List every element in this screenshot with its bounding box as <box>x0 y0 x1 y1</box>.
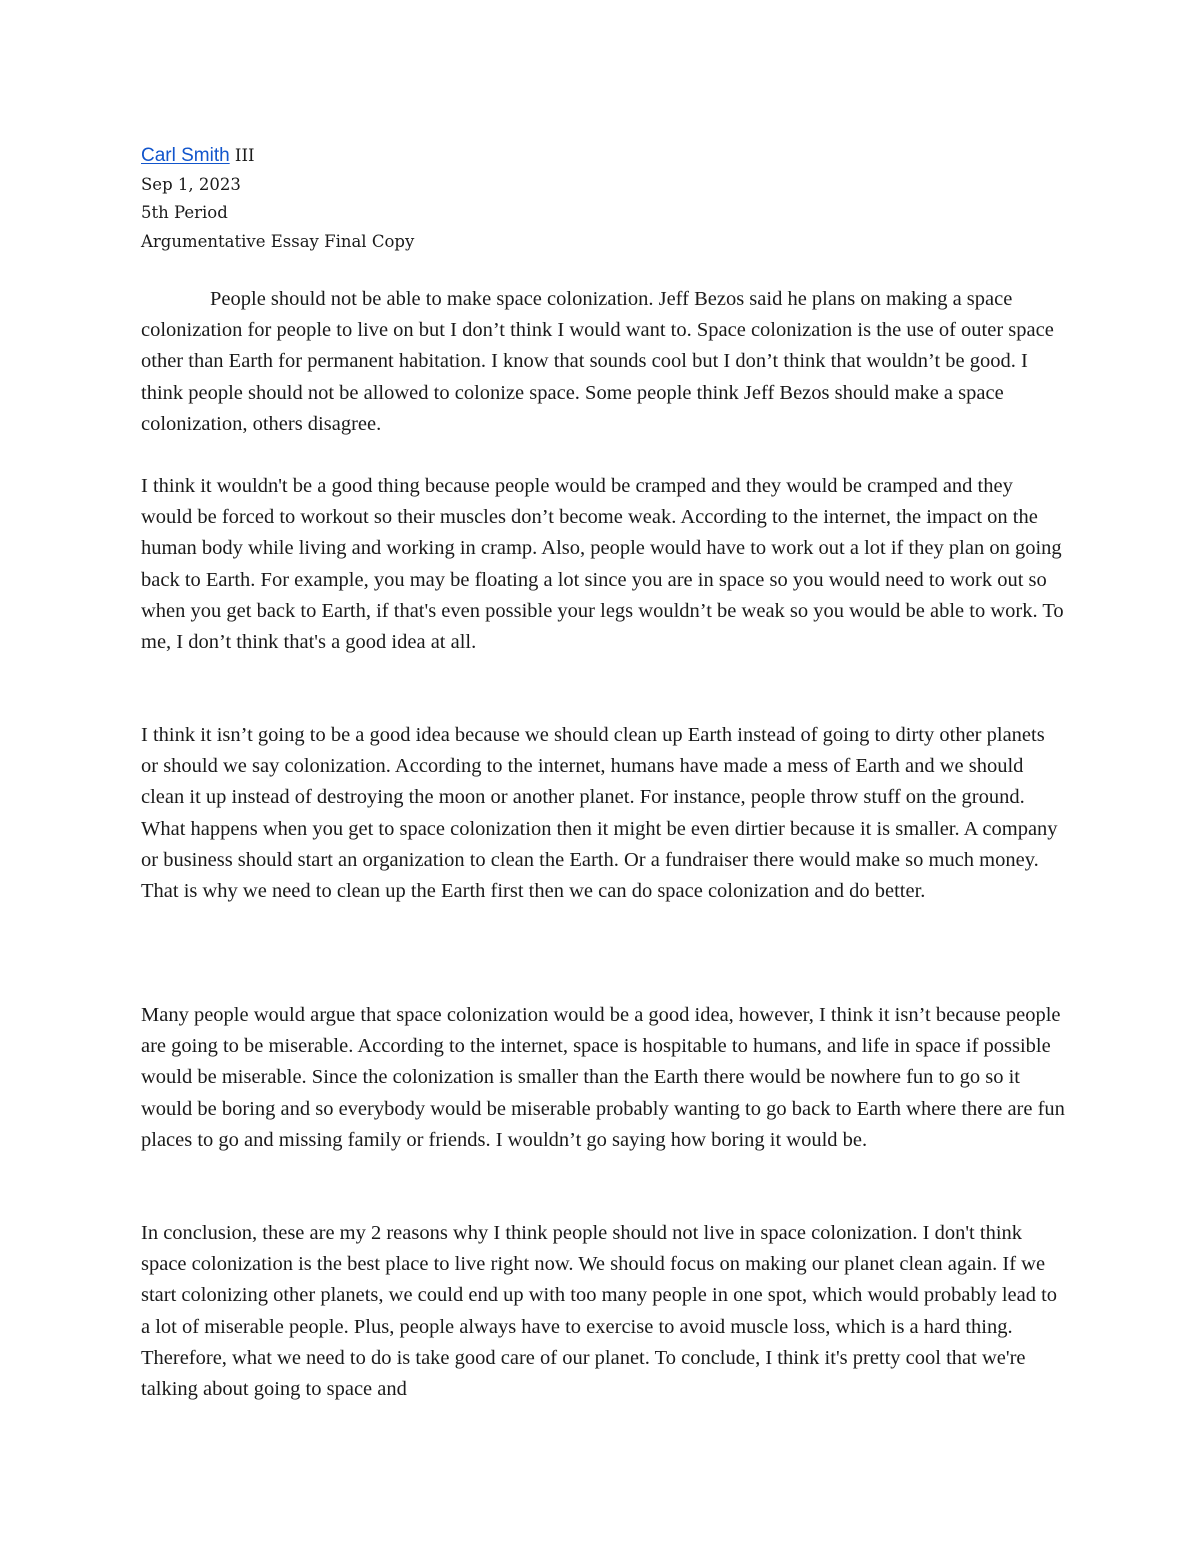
author-link[interactable]: Carl Smith <box>141 145 230 166</box>
paragraph-text: In conclusion, these are my 2 reasons why I think people should not live in space colonization. I don't think space colonization is the best place to live right now. We should focus on making our planet clean again. If we start colonizing other planets, we could end up with too many people in one spot, which would probably lead to a lot of miserable people. Plus, people always have to exercise to avoid muscle loss, which is a hard thing. Therefore, what we need to do is take good care of our planet. To conclude, I think it's pretty cool that we're talking about going to space and <box>141 1222 1058 1401</box>
essay-paragraph-body-1 <box>141 471 1066 658</box>
author-suffix: III <box>229 146 255 165</box>
essay-paragraph-counterargument <box>141 1000 1066 1156</box>
essay-paragraph-body-2 <box>141 720 1066 907</box>
essay-paragraph-conclusion <box>141 1218 1066 1405</box>
document-header <box>141 142 414 256</box>
period-line: 5th Period <box>141 203 228 222</box>
paragraph-text: I think it isn’t going to be a good idea because we should clean up Earth instead of going to dirty other planets or should we say colonization. According to the internet, humans have made a mess of Earth and we should clean it up instead of destroying the moon or another planet. For instance, people throw stuff on the ground. What happens when you get to space colonization then it might be even dirtier because it is smaller. A company or business should start an organization to clean the Earth. Or a fundraiser there would make so much money. That is why we need to clean up the Earth first then we can do space colonization and do better. <box>141 724 1058 903</box>
paragraph-text: Many people would argue that space colonization would be a good idea, however, I think it isn’t because people are going to be miserable. According to the internet, space is hospitable to humans, and life in space if possible would be miserable. Since the colonization is smaller than the Earth there would be nowhere fun to go so it would be boring and so everybody would be miserable probably wanting to go back to Earth where there are fun places to go and missing family or friends. I wouldn’t go saying how boring it would be. <box>141 1004 1065 1151</box>
paragraph-text: People should not be able to make space colonization. Jeff Bezos said he plans on making a space colonization for people to live on but I don’t think I would want to. Space colonization is the use of outer space other than Earth for permanent habitation. I know that sounds cool but I don’t think that wouldn’t be good. I think people should not be allowed to colonize space. Some people think Jeff Bezos should make a space colonization, others disagree. <box>141 288 1054 435</box>
date-line: Sep 1, 2023 <box>141 174 241 194</box>
assignment-title: Argumentative Essay Final Copy <box>141 231 415 251</box>
paragraph-text: I think it wouldn't be a good thing because people would be cramped and they would be cramped and they would be forced to workout so their muscles don’t become weak. According to the internet, the impact on the human body while living and working in cramp. Also, people would have to work out a lot if they plan on going back to Earth. For example, you may be floating a lot since you are in space so you would need to work out so when you get back to Earth, if that's even possible your legs wouldn’t be weak so you would be able to work. To me, I don’t think that's a good idea at all. <box>141 475 1064 654</box>
essay-paragraph-intro <box>141 284 1066 440</box>
author-line <box>141 142 414 171</box>
